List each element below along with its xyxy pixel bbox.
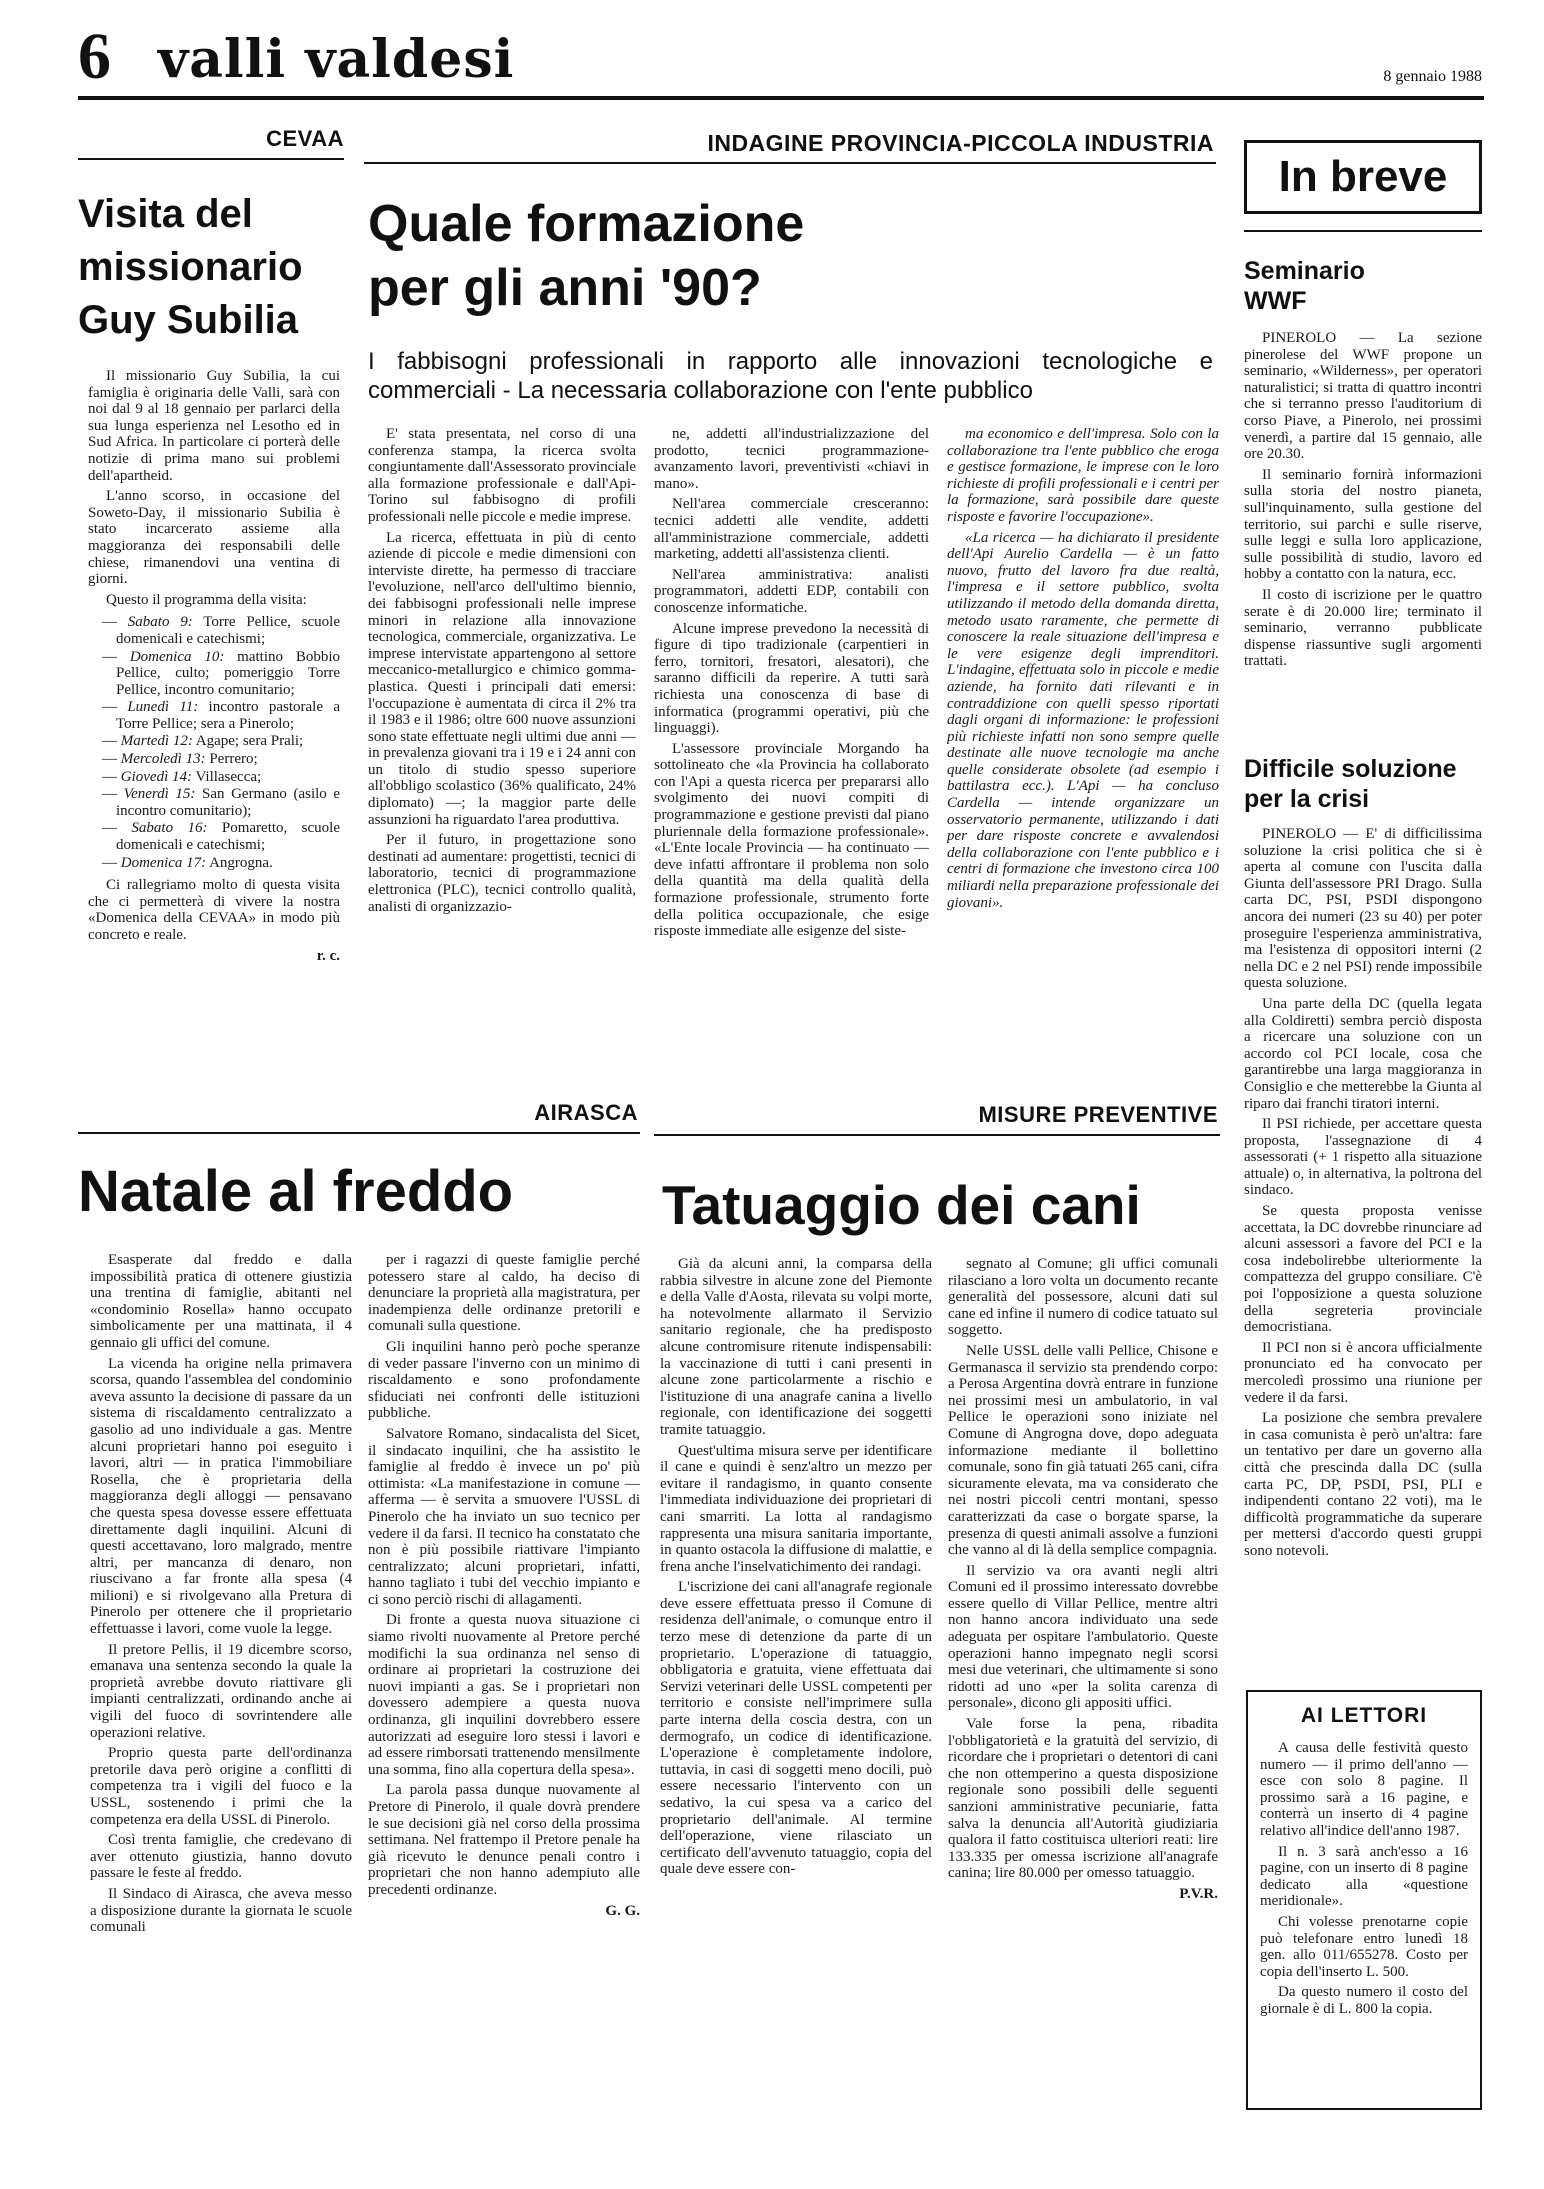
paragraph: La vicenda ha origine nella primavera scorsa, quando l'assemblea del condominio aveva assunto la decisione di passare da un sistema di riscaldamento centralizzato a gasolio ad uno individuale a gas. Mentre alcuni proprietari hanno poi eseguito i lavori, altri — in pratica l'immobiliare Rosella, che è proprietaria della maggioranza degli alloggi — pensavano che questa spesa dovesse essere effettuata direttamente dagli inquilini. Alcuni di questi accettavano, loro malgrado, mentre altri, per mancanza di denaro, non riuscivano a far fronte alla spesa (4 milioni) e si rivolgevano alla Pretura di Pinerolo per ottenere che il proprietario effettuasse i lavori, come vuole la legge. (90, 1355, 352, 1638)
section-label-cevaa: CEVAA (266, 126, 344, 151)
in-breve-title: In breve (1278, 152, 1448, 201)
signature: r. c. (316, 947, 340, 964)
formazione-rule (364, 162, 1216, 164)
formazione-col-1 (368, 426, 636, 1076)
paragraph: Chi volesse prenotarne copie può telefonare entro lunedì 18 gen. allo 011/655278. Costo per copia dell'inserto L. 500. (1260, 1913, 1468, 1980)
in-breve-box (1244, 140, 1482, 214)
crisi-title (1244, 754, 1482, 814)
paragraph: E' stata presentata, nel corso di una conferenza stampa, la ricerca svolta congiuntamente dall'Assessorato provinciale alla formazione professionale e dall'Api-Torino sul fabbisogno di profili professionali nelle piccole e medie imprese. (368, 426, 636, 525)
section-label-airasca: AIRASCA (534, 1100, 638, 1125)
schedule-item: — Domenica 10: mattino Bobbio Pellice, culto; pomeriggio Torre Pellice, incontro comunitario; (102, 648, 340, 698)
lettori-body (1260, 1740, 1468, 2100)
paragraph: Ci rallegriamo molto di questa visita che ci permetterà di vivere la nostra «Domenica della CEVAA» in modo più concreto e reale. (88, 877, 340, 943)
masthead (78, 22, 1482, 92)
paragraph: La posizione che sembra prevalere in casa comunista è però un'altra: fare un tentativo per dare un governo alla città che prescinda dalla DC (sulla carta PC, DP, PSDI, PSI, PLI e indipendenti contano 22 voti), ma le difficoltà programmatiche da superare per mettersi d'accordo questi gruppi sono notevoli. (1244, 1410, 1482, 1559)
paragraph: «La ricerca — ha dichiarato il presidente dell'Api Aurelio Cardella — è un fatto nuovo, frutto del lavoro fra due realtà, l'impresa e il settore pubblico, svolta utilizzando il metodo della domanda diretta, metodo usato raramente, che permette di conoscere la reale situazione dell'impresa e le vere esigenze degli imprenditori. L'indagine, effettuata solo in piccole e medie aziende, ha fornito dati rilevanti e in contraddizione con quelli spesso riportati dagli organi di informazione: le professioni più richieste infatti non sono sempre quelle destinate alle nuove tecnologie ma anche quelle considerate obsolete (ad esempio i battilastra ecc.). L'Api — ha concluso Cardella — intende organizzare un osservatorio permanente, utilizzando i dati per dare risposte concrete e avvalendosi della collaborazione con l'ente pubblico e i centri di formazione che investono circa 100 miliardi nella preparazione professionale dei giovani». (947, 529, 1219, 911)
paragraph: L'assessore provinciale Morgando ha sottolineato che «la Provincia ha collaborato con l'Api a questa ricerca per prepararsi allo svolgimento dei nuovi compiti di programmazione e gestione previsti dal piano pluriennale della formazione professionale». «L'Ente locale Provincia — ha continuato — deve infatti affrontare il problema non solo della quantità ma della qualità della formazione professionale, strumento forte della politica occupazionale, che esige risposte immediate alle esigenze del siste- (654, 740, 929, 940)
cevaa-headline-line: Visita del (78, 192, 253, 236)
schedule-item: — Domenica 17: Angrogna. (102, 854, 273, 871)
schedule-list (102, 614, 340, 871)
formazione-headline (368, 192, 1208, 320)
paragraph: Il missionario Guy Subilia, la cui famiglia è originaria delle Valli, sarà con noi dal 9 al 18 gennaio per parlarci della sua lunga esperienza nel Lesotho ed in Sud Africa. In particolare ci porterà delle notizie di prima mano sui problemi dell'apartheid. (88, 368, 340, 484)
paragraph: ne, addetti all'industrializzazione del prodotto, tecnici programmazione-avanzamento lavori, preventivisti «chiavi in mano». (654, 426, 929, 492)
seminario-title-line: Seminario (1244, 257, 1365, 285)
paragraph: per i ragazzi di queste famiglie perché potessero stare al caldo, ha deciso di denunciare la proprietà alla magistratura, per inadempienza delle ordinanze pretorili e comunali sulla questione. (368, 1252, 640, 1335)
misure-rule (654, 1134, 1220, 1136)
masthead-date: 8 gennaio 1988 (1383, 68, 1482, 85)
cevaa-headline-line: Guy Subilia (78, 298, 299, 342)
formazione-subtitle: I fabbisogni professionali in rapporto alle innovazioni tecnologiche e commerciali - La necessaria collaborazione con l'ente pubblico (368, 348, 1213, 404)
paragraph: La ricerca, effettuata in più di cento aziende di piccole e medie dimensioni con interviste dirette, ha permesso di tracciare l'evoluzione, nell'arco dell'ultimo biennio, dei fabbisogni professionali nelle imprese minori in relazione alla innovazione tecnologica, commerciale, organizzativa. Le imprese intervistate appartengono al settore meccanico-metallurgico e chimico gomma-plastica. Questi i principali dati emersi: l'occupazione è aumentata di circa il 2% tra il 1983 e il 1986; oltre 600 nuove assunzioni sono state effettuate negli ultimi due anni — in prevalenza giovani tra i 19 e i 24 anni con un titolo di studio spesso superiore all'obbligo scolastico (36% qualificato, 24% diplomato) —; la maggior parte delle assunzioni ha riguardato l'area produttiva. (368, 529, 636, 828)
natale-headline: Natale al freddo (78, 1159, 514, 1224)
paragraph: Gli inquilini hanno però poche speranze di veder passare l'inverno con un minimo di riscaldamento e sono profondamente sfiduciati nei confronti delle istituzioni pubbliche. (368, 1338, 640, 1422)
paragraph: Di fronte a questa nuova situazione ci siamo rivolti nuovamente al Pretore perché modifichi la sua ordinanza nel senso di ordinare ai proprietari la costruzione dei nuovi impianti a gas. Se i proprietari non dovessero adempiere a questa nuova ordinanza, gli inquilini dovrebbero essere autorizzati ad eseguire loro stessi i lavori e ad essere rimborsati trattenendo mensilmente una somma, fino alla copertura della spesa». (368, 1612, 640, 1778)
schedule-item: — Mercoledì 13: Perrero; (102, 751, 258, 768)
in-breve-rule (1244, 230, 1482, 232)
paragraph: Vale forse la pena, ribadita l'obbligatorietà e la gratuità del servizio, di ricordare che i proprietari o detentori di cani che non ottemperino a questa disposizione regionale sono possibili delle seguenti sanzioni amministrative pecuniarie, fatta salva la denuncia all'Autorità giudiziaria qualora il fatto costituisca ulteriori reati: lire 133.335 per omessa iscrizione all'anagrafe canina; lire 80.000 per omesso tatuaggio. (948, 1716, 1218, 1882)
paragraph: Il n. 3 sarà anch'esso a 16 pagine, con un inserto di 8 pagine dedicato alla «questione meridionale». (1260, 1843, 1468, 1910)
signature: P.V.R. (1179, 1885, 1218, 1902)
paragraph: Esasperate dal freddo e dalla impossibilità pratica di ottenere giustizia una trentina di famiglie, abitanti nel «condominio Rosella» hanno occupato simbolicamente per una mattinata, il 4 gennaio gli uffici del comune. (90, 1252, 352, 1351)
paragraph: Questo il programma della visita: (106, 591, 307, 608)
paragraph: PINEROLO — La sezione pinerolese del WWF propone un seminario, «Wilderness», per operatori naturalistici; si tratta di quattro incontri che si terranno presso l'auditorium di corso Piave, a Pinerolo, nei prossimi venerdì, a partire dal 15 gennaio, alle ore 20.30. (1244, 330, 1482, 463)
natale-col-1 (90, 1252, 352, 2137)
tatuaggio-col-2 (948, 1256, 1218, 2136)
masthead-rule (78, 96, 1484, 100)
paragraph: Alcune imprese prevedono la necessità di figure di tipo tradizionale (carpentieri in ferro, tornitori, fresatori, alesatori), che saranno difficili da reperire. A tutti sarà richiesta una conoscenza di base di informatica (programmi operativi, più che linguaggi). (654, 620, 929, 737)
cevaa-headline-line: missionario (78, 245, 303, 289)
paragraph: L'anno scorso, in occasione del Soweto-Day, il missionario Subilia è stato incarcerato assieme alla maggioranza dei responsabili delle chiese, rimanendovi una ventina di giorni. (88, 488, 340, 588)
paragraph: Il servizio va ora avanti negli altri Comuni ed il prossimo interessato dovrebbe essere quello di Villar Pellice, mentre altri non hanno ancora individuato una sede adeguata per ospitare l'ambulatorio. Queste operazioni hanno impegnato negli scorsi mesi due veterinari, che ultimamente si sono ridotti ad uno «per la solita carenza di personale», dicono gli appositi uffici. (948, 1562, 1218, 1712)
paragraph: La parola passa dunque nuovamente al Pretore di Pinerolo, il quale dovrà prendere le sue decisioni già nel corso della prossima settimana. Nel frattempo il Pretore penale ha già ricevuto le denunce penali contro i proprietari che non hanno adempiuto alle precedenti ordinanze. (368, 1782, 640, 1898)
masthead-title: valli valdesi (158, 29, 515, 90)
paragraph: Il costo di iscrizione per le quattro serate è di 20.000 lire; terminato il seminario, verranno pubblicate dispense riassuntive sugli argomenti trattati. (1244, 586, 1482, 670)
paragraph: Per il futuro, in progettazione sono destinati ad aumentare: progettisti, tecnici di laboratorio, tecnici di programmazione elettronica (PLC), tecnici controllo qualità, analisti di organizzazio- (368, 832, 636, 915)
seminario-title-line: WWF (1244, 287, 1307, 315)
paragraph: Quest'ultima misura serve per identificare il cane e quindi è senz'altro un mezzo per evitare il randagismo, in quanto consente l'immediata individuazione dei proprietari di cani smarriti. La lotta al randagismo rappresenta una misura sanitaria importante, in quanto ostacola la diffusione di malattie, e frena anche l'inselvatichimento dei randagi. (660, 1442, 932, 1575)
section-label-misure: MISURE PREVENTIVE (978, 1102, 1218, 1127)
schedule-item: — Lunedì 11: incontro pastorale a Torre Pellice; sera a Pinerolo; (102, 699, 340, 732)
lettori-title: AI LETTORI (1300, 1704, 1428, 1727)
airasca-rule (78, 1132, 640, 1134)
paragraph: Il seminario fornirà informazioni sulla storia del nostro pianeta, sull'inquinamento, sulla gestione del territorio, sui parchi e sulle riserve, sulle leggi e sulla loro applicazione, sulle possibilità di studio, lavoro ed hobby a contatto con la natura, ecc. (1244, 466, 1482, 583)
paragraph: Proprio questa parte dell'ordinanza pretorile dava però origine a conflitti di competenza tra i vigili del fuoco e la USSL, sostenendo i primi che la competenza era della USSL di Pinerolo. (90, 1745, 352, 1828)
formazione-col-2 (654, 426, 929, 1076)
formazione-headline-line: per gli anni '90? (368, 259, 762, 317)
paragraph: Una parte della DC (quella legata alla Coldiretti) sembra perciò disposta a ricercare una soluzione con un accordo col PCI locale, cosa che garantirebbe una larga maggioranza in Consiglio e che metterebbe la Giunta al riparo dai franchi tiratori interni. (1244, 995, 1482, 1112)
cevaa-headline (78, 188, 348, 347)
signature: G. G. (605, 1902, 640, 1919)
tatuaggio-headline: Tatuaggio dei cani (662, 1174, 1141, 1236)
cevaa-body (88, 368, 340, 1072)
section-label-formazione: INDAGINE PROVINCIA-PICCOLA INDUSTRIA (707, 130, 1214, 156)
paragraph: A causa delle festività questo numero — il primo dell'anno — esce con solo 8 pagine. Il prossimo sarà a 16 pagine, e conterrà un inserto di 4 pagine relativo all'indice dell'anno 1987. (1260, 1740, 1468, 1839)
page-number: 6 (78, 20, 111, 93)
schedule-item: — Martedì 12: Agape; sera Prali; (102, 733, 304, 750)
schedule-item: — Sabato 16: Pomaretto, scuole domenicali e catechismi; (102, 820, 340, 854)
paragraph: Salvatore Romano, sindacalista del Sicet, il sindacato inquilini, che ha assistito le famiglie al freddo è invece un po' più ottimista: «La manifestazione in comune — afferma — è servita a smuovere l'USSL di Pinerolo che ha inviato un suo tecnico per vedere il da farsi. Il tecnico ha constatato che non è più possibile riattivare l'impianto centralizzato; alcuni proprietari, infatti, hanno tagliato i tubi del vecchio impianto e ci sono perciò rischi di allagamenti. (368, 1425, 640, 1608)
paragraph: Così trenta famiglie, che credevano di aver ottenuto giustizia, hanno dovuto passare le feste al freddo. (90, 1832, 352, 1882)
paragraph: Se questa proposta venisse accettata, la DC dovrebbe rinunciare ad alcuni assessori a favore del PCI e la cosa indebolirebbe ulteriormente la compattezza del gruppo consiliare. C'è poi l'opposizione a questa soluzione della segreteria provinciale democristiana. (1244, 1203, 1482, 1336)
paragraph: Il pretore Pellis, il 19 dicembre scorso, emanava una sentenza secondo la quale la proprietà avrebbe dovuto riattivare gli impianti centralizzati, ordinando anche ai vigili del fuoco di sovrintendere alle operazioni relative. (90, 1641, 352, 1741)
paragraph: Nelle USSL delle valli Pellice, Chisone e Germanasca il servizio sta prendendo corpo: a Perosa Argentina dovrà entrare in funzione nei prossimi mesi un ambulatorio, in val Pellice le operazioni sono iniziate nel Comune di Angrogna dove, dopo adeguata informazione mediante il bollettino comunale, sono fin già tatuati 265 cani, cifra sicuramente elevata, ma va considerato che nei nostri piccoli centri montani, spesso caratterizzati da case o borgate sparse, la presenza di questi animali assolve a funzioni che vanno al di là della semplice compagnia. (948, 1342, 1218, 1559)
schedule-item: — Giovedì 14: Villasecca; (102, 768, 262, 785)
formazione-headline-line: Quale formazione (368, 195, 805, 253)
paragraph: segnato al Comune; gli uffici comunali rilasciano a loro volta un documento recante generalità del possessore, alcuni dati sul cane ed infine il numero di codice tatuato sul soggetto. (948, 1256, 1218, 1339)
seminario-title (1244, 256, 1482, 316)
paragraph: PINEROLO — E' di difficilissima soluzione la crisi politica che si è aperta al comune con l'uscita dalla Giunta dell'assessore PRI Drago. Sulla carta DC, PSI, PSDI dispongono ancora dei numeri (23 su 40) per poter proseguire l'esperienza amministrativa, ma l'esistenza di oppositori interni (2 nella DC e 2 nel PSI) rende impossibile questa soluzione. (1244, 826, 1482, 992)
paragraph: L'iscrizione dei cani all'anagrafe regionale deve essere effettuata presso il Comune di residenza dell'animale, o comunque entro il terzo mese di detenzione da parte di un proprietario. L'operazione di tatuaggio, obbligatoria e gratuita, viene effettuata dai Servizi veterinari delle USSL competenti per territorio e consiste nell'imprimere sulla parte interna della coscia destra, con un dermografo, un codice di identificazione. L'operazione è completamente indolore, tuttavia, in casi di soggetti meno docili, può essere necessario l'intervento con un sedativo, la cui spesa va a carico del proprietario dell'animale. Al termine dell'operazione, viene rilasciato un certificato dell'avvenuto tatuaggio, copia del quale deve essere con- (660, 1579, 932, 1878)
cevaa-rule (78, 158, 344, 160)
natale-col-2 (368, 1252, 640, 2137)
crisi-title-line: per la crisi (1244, 785, 1370, 813)
schedule-item: — Sabato 9: Torre Pellice, scuole domenicali e catechismi; (102, 614, 340, 647)
paragraph: Il PCI non si è ancora ufficialmente pronunciato ed ha convocato per mercoledì prossimo una riunione per vedere il da farsi. (1244, 1339, 1482, 1406)
paragraph: Da questo numero il costo del giornale è di L. 800 la copia. (1260, 1984, 1468, 2017)
paragraph: Il Sindaco di Airasca, che aveva messo a disposizione durante la giornata le scuole comunali (90, 1885, 352, 1936)
formazione-col-3 (947, 426, 1219, 1076)
crisi-title-line: Difficile soluzione (1244, 755, 1457, 783)
schedule-item: — Venerdì 15: San Germano (asilo e incontro comunitario); (102, 786, 340, 819)
paragraph: ma economico e dell'impresa. Solo con la collaborazione tra l'ente pubblico che eroga e gestisce formazione, le imprese con le loro richieste di profili professionali e i centri per la formazione, sarà possibile dare queste risposte e favorire l'occupazione». (947, 426, 1219, 525)
paragraph: Il PSI richiede, per accettare questa proposta, l'assegnazione di 4 assessorati (+ 1 rispetto alla situazione attuale) o, in alternativa, la poltrona del sindaco. (1244, 1116, 1482, 1199)
crisi-body (1244, 826, 1482, 1698)
paragraph: Nell'area commerciale cresceranno: tecnici addetti alle vendite, addetti all'amministrazione commerciale, addetti marketing, addetti all'assistenza clienti. (654, 496, 929, 563)
paragraph: Già da alcuni anni, la comparsa della rabbia silvestre in alcune zone del Piemonte e della Valle d'Aosta, rilevata su volpi morte, ha notevolmente allarmato il Servizio sanitario regionale, che ha predisposto alcune contromisure ritenute indispensabili: la vaccinazione di tutti i cani presenti in alcune zone particolarmente a rischio e l'istituzione di una anagrafe canina a livello regionale, con identificazione dei soggetti tramite tatuaggio. (660, 1256, 932, 1438)
lettori-box (1246, 1690, 1482, 2110)
seminario-body (1244, 330, 1482, 730)
paragraph: Nell'area amministrativa: analisti programmatori, addetti EDP, contabili con conoscenze informatiche. (654, 566, 929, 616)
tatuaggio-col-1 (660, 1256, 932, 2136)
